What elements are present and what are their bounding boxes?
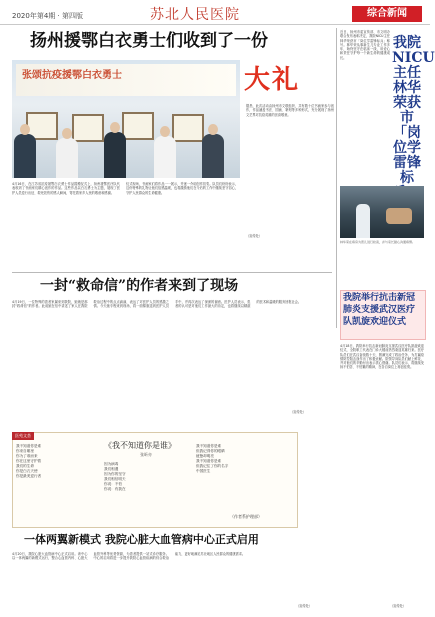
side2-text: 4月18日，我院举行抗击新冠肺炎支援武汉医疗队凯旋欢迎仪式，全院职工代表在门诊大楼前热烈欢迎英雄归来。医疗队员们在武汉奋战数十天，圆满完成了救治任务，为打赢疫情防控阻击战作出了积极贡献。院领导向队员们献上鲜花，并对他们的辛勤付出表示衷心感谢。队员们表示，将继续发扬不怕苦、不怕累的精神，在各自岗位上再创佳绩。 bbox=[340, 344, 424, 370]
side1-title: 我院NICU主任林华荣获市「岗位学雷锋标 bbox=[392, 35, 435, 186]
ceremony-photo bbox=[12, 60, 240, 178]
person bbox=[56, 138, 78, 178]
poem-line: 我们相遇 bbox=[104, 467, 119, 471]
poem-line: 我们的生命 bbox=[16, 464, 34, 468]
story3-title: 一体两翼新模式 我院心脏大血管病中心正式启用 bbox=[24, 533, 259, 546]
poem-mid-column bbox=[104, 462, 174, 492]
painting bbox=[72, 114, 104, 142]
poem-line: 你说：不怕 bbox=[104, 482, 122, 486]
person bbox=[154, 136, 176, 178]
incubator bbox=[386, 208, 412, 224]
poem-line: 你是白衣天使 bbox=[16, 469, 38, 473]
painting bbox=[122, 112, 154, 140]
poem-line: 但我记得你的眼睛 bbox=[196, 449, 225, 453]
person-head bbox=[160, 126, 170, 137]
story2-attribution: （宣传处） bbox=[290, 410, 306, 414]
poem-line: 我不知道你是谁 bbox=[16, 444, 42, 448]
poem-line: 你说：有我在 bbox=[104, 487, 126, 491]
poem-author: 张昕亦 bbox=[140, 452, 152, 457]
person-head bbox=[110, 122, 120, 133]
banner-text: 张颂抗疫援鄂白衣勇士 bbox=[22, 70, 122, 81]
section-divider bbox=[12, 272, 332, 273]
banner bbox=[16, 64, 236, 96]
poem-line: 你是最美逆行者 bbox=[16, 474, 42, 478]
poem-line: 但我记住了你的名字 bbox=[196, 464, 229, 468]
person bbox=[14, 134, 36, 178]
story3-attribution: （宣传处） bbox=[296, 604, 312, 608]
story1-col2: 仪式现场，书画家们将作品一一展示，并逐一介绍创作初衷。队员们纷纷表示，这份特殊的礼物让他们倍感温暖，也将激励他们在今后的工作中继续坚守初心，守护人民群众的生命健康。 bbox=[126, 182, 238, 195]
story1-attribution: （宣传处） bbox=[246, 234, 262, 238]
story1-col1: 4月16日，在江苏省抗疫援鄂白衣勇士作品捐赠仪式上，扬州援鄂医疗队代表收到了书画家们精心创作的作品。这些作品以白衣勇士为主题，展现了医护人员逆行出征、救死扶伤的感人瞬间，寄托着家乡人民的敬意和感谢。 bbox=[12, 182, 120, 195]
poem-line: 我不知道你是谁 bbox=[196, 444, 222, 448]
poem-tag: 医苑文荟 bbox=[12, 432, 34, 440]
side1-text: 近日，扬州市委宣传部、市文明办联合发布表彰决定，我院NICU主任林华荣获市「岗位学雷锋标兵」称号。林华荣从事新生儿专业工作多年，始终坚守在临床一线，用爱心和责任守护每一个新生命的健康成长。 bbox=[340, 30, 390, 60]
person-head bbox=[208, 124, 218, 135]
doctor-figure bbox=[356, 204, 370, 238]
poem-line: 因为你的坚守 bbox=[104, 472, 126, 476]
painting bbox=[172, 114, 204, 142]
person bbox=[202, 134, 224, 178]
side2-title: 我院举行抗击新冠肺炎支援武汉医疗队凯旋欢迎仪式 bbox=[343, 293, 416, 327]
poem-note: （作者系护理部） bbox=[230, 514, 262, 519]
masthead: 苏北人民医院 bbox=[150, 7, 240, 23]
person-head bbox=[20, 124, 30, 135]
side2-attribution: （宣传处） bbox=[390, 604, 406, 608]
poem-title: 《我不知道你是谁》 bbox=[104, 441, 176, 450]
poem-line: 你来自哪里 bbox=[16, 449, 34, 453]
poem-left-column bbox=[16, 444, 76, 479]
poem-line: 你在这里守护着 bbox=[16, 459, 42, 463]
story1-title: 扬州援鄂白衣勇士们收到了一份 bbox=[30, 31, 268, 51]
story2-title: 一封“救命信”的作者来到了现场 bbox=[40, 278, 239, 294]
poem-line: 因为病毒 bbox=[104, 462, 119, 466]
section-tag: 综合新闻 bbox=[352, 6, 422, 22]
side1-caption: 林华荣在病房为患儿进行检查，并与家长耐心沟通病情。 bbox=[340, 240, 416, 244]
poem-line: 你为了谁而来 bbox=[16, 454, 38, 458]
poem-line: 我们相信明天 bbox=[104, 477, 126, 481]
poem-line: 中国医生 bbox=[196, 469, 211, 473]
gift-headline: 大礼 bbox=[244, 65, 301, 95]
story1-col3: 据悉，此次活动由扬州市文联组织，共有数十位书画家参与创作，作品涵盖书法、国画、篆刻等多种形式，充分展现了扬州文艺界对抗疫英雄的崇高敬意。 bbox=[246, 104, 334, 117]
poem-right-column bbox=[196, 444, 292, 474]
side1-photo bbox=[340, 186, 424, 238]
issue-date: 2020年第4期 · 第四版 bbox=[12, 12, 83, 20]
story2-text: 4月19日，一位特殊的患者家属来到我院，她就是那封“救命信”的作者。此前她在信中讲述了家人在我院救治过程中的点点滴滴，表达了对医护人员的感激之情。今天她专程来到现场，将一面锦旗送到医护人员手中，并再次表达了深深的谢意。医护人员表示，患者的认可是对他们工作最大的肯定，也将继续以精湛的医术和温暖的服务回报社会。 bbox=[12, 300, 302, 309]
person-head bbox=[62, 128, 72, 139]
story3-text: 4月20日，我院心脏大血管病中心正式启用。该中心以一体两翼的新模式运行，整合心血管内科、心脏大血管外科等优势资源，为患者提供一站式诊疗服务。中心的启用将进一步提升我院心血管疾病的综合救治能力，更好地满足苏北地区人民群众的健康需求。 bbox=[12, 552, 246, 561]
column-divider bbox=[336, 28, 337, 328]
poem-line: 疲惫却明亮 bbox=[196, 454, 214, 458]
poem-line: 我不知道你是谁 bbox=[196, 459, 222, 463]
person bbox=[104, 132, 126, 178]
